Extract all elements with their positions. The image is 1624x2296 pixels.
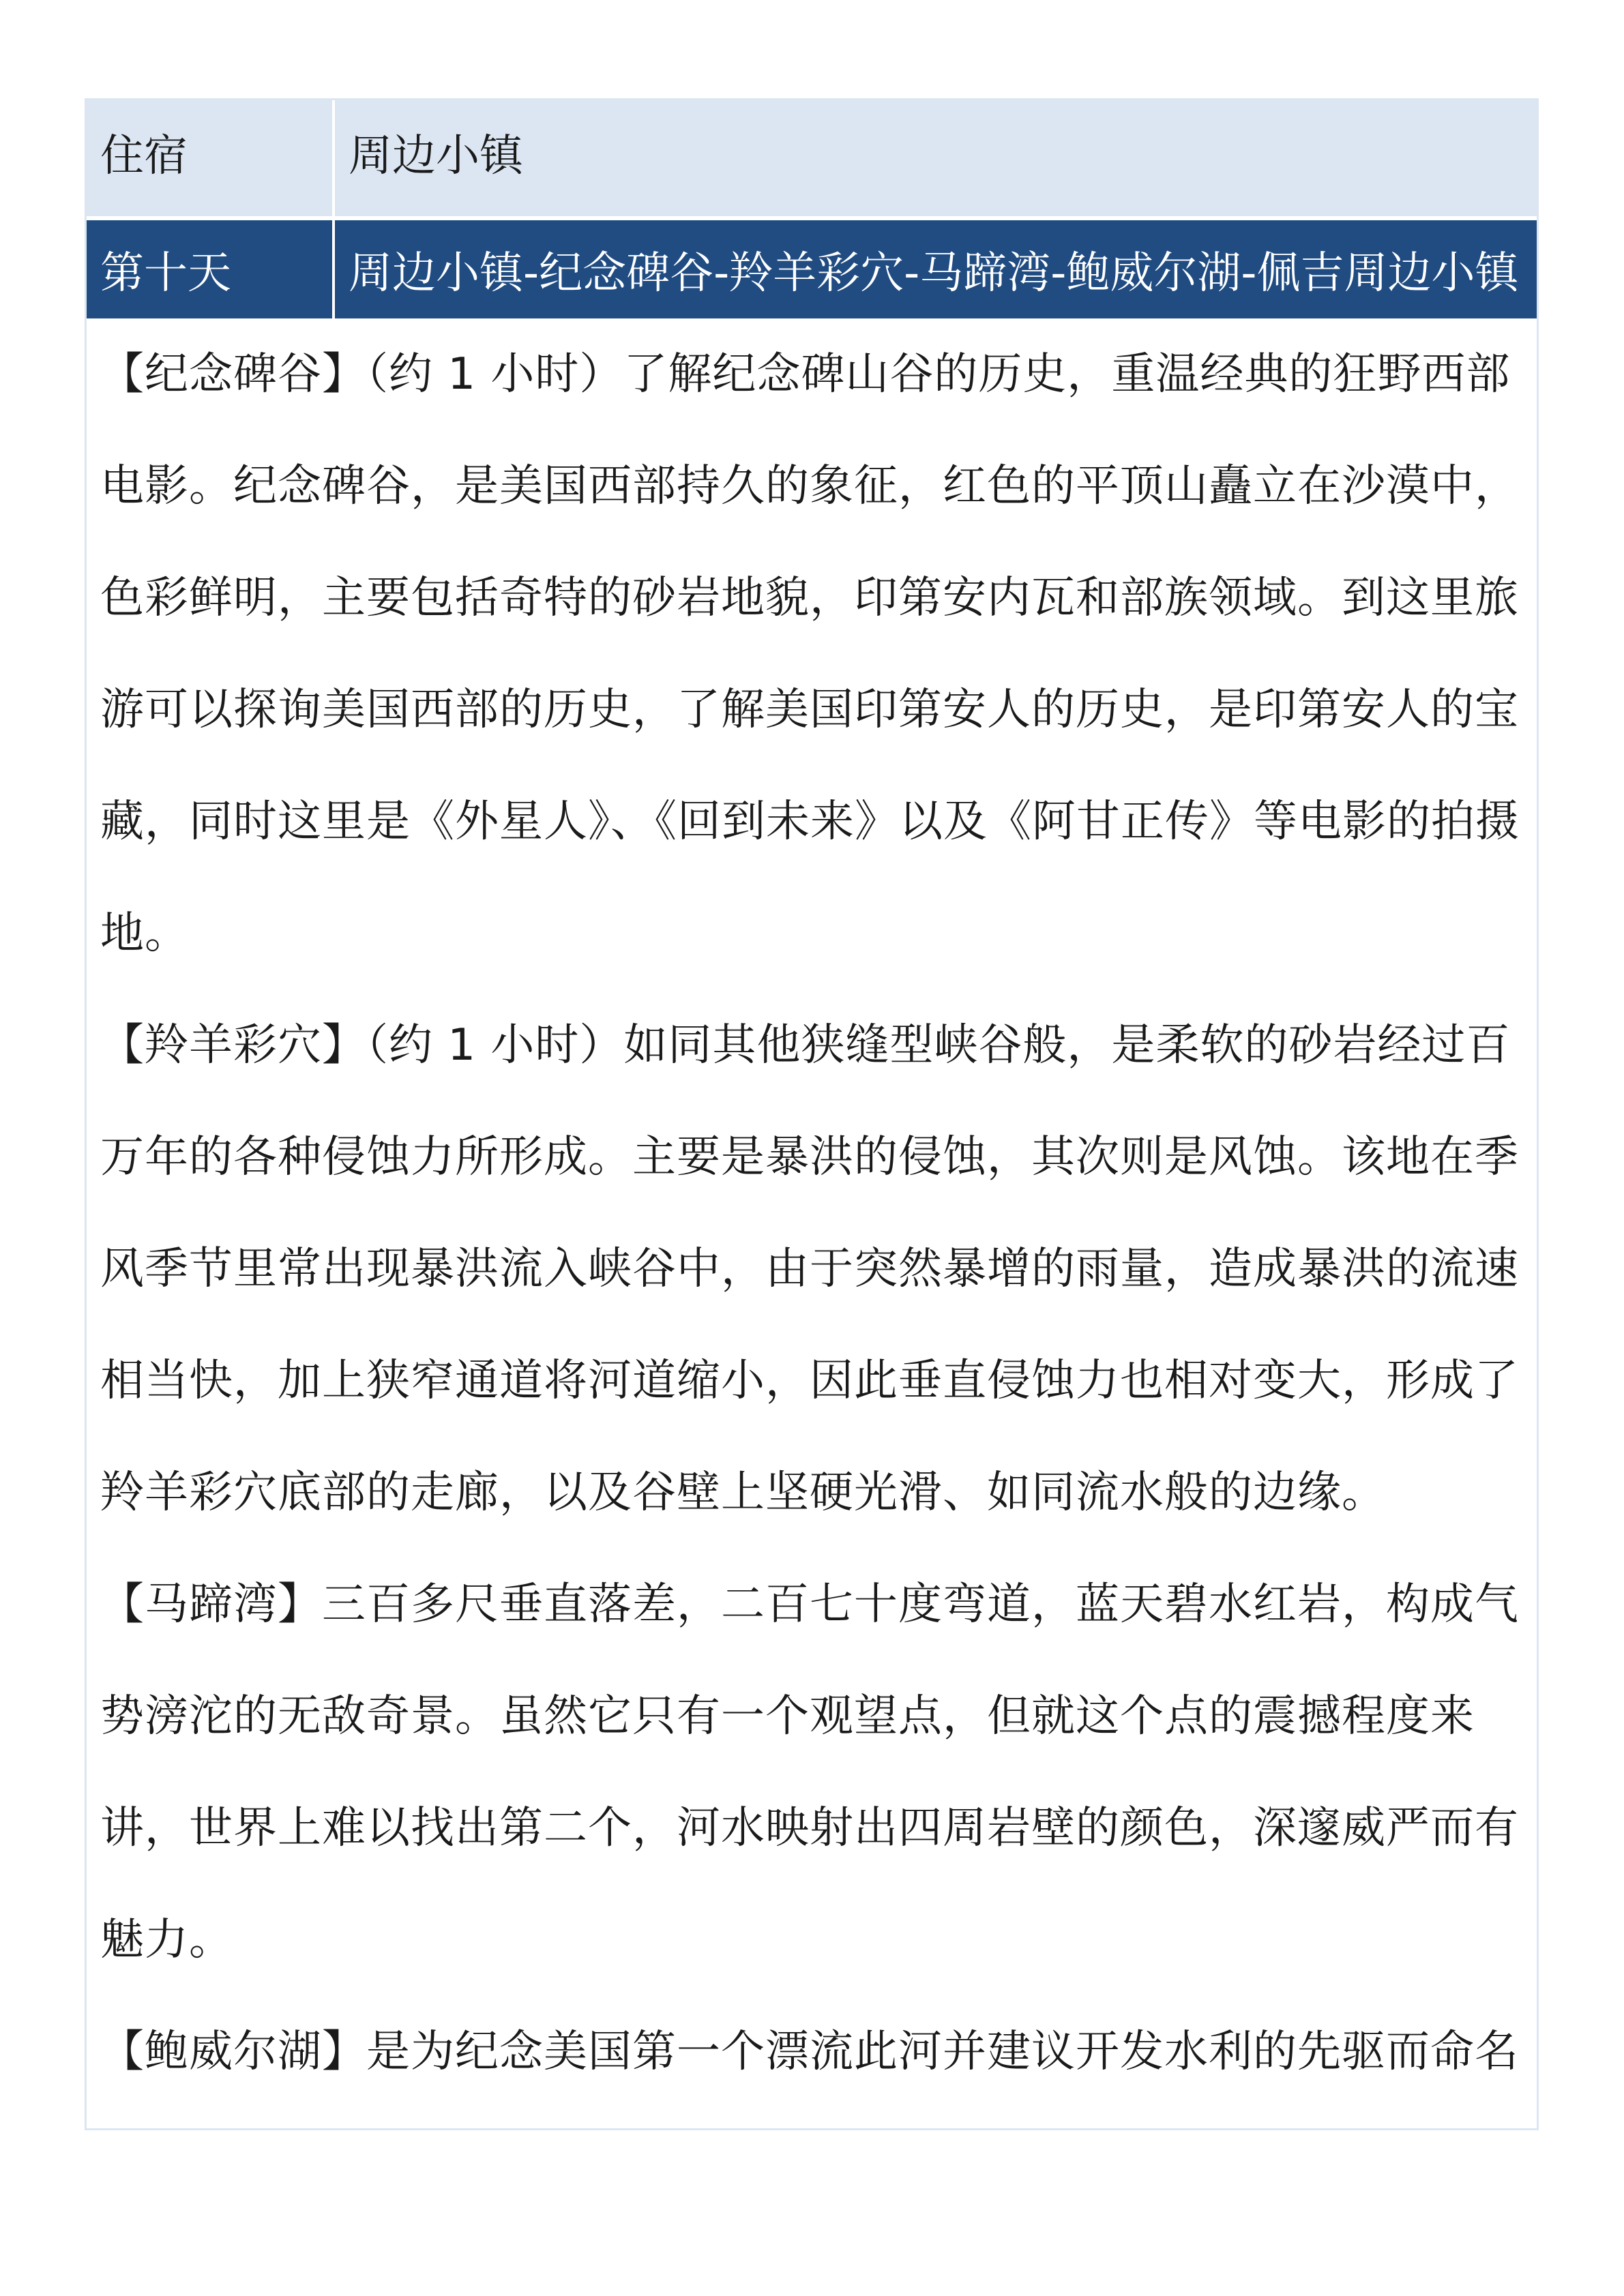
accommodation-label: 住宿 bbox=[100, 131, 188, 181]
day-label: 第十天 bbox=[100, 248, 231, 299]
day-description bbox=[100, 318, 1527, 2108]
day-header-row bbox=[87, 220, 1537, 318]
accommodation-value: 周边小镇 bbox=[332, 100, 1537, 216]
itinerary-table bbox=[85, 98, 1539, 2130]
paragraph-horseshoe-bend: 【马蹄湾】三百多尺垂直落差，二百七十度弯道，蓝天碧水红岩，构成气势滂沱的无敌奇景。虽然它只有一个观望点，但就这个点的震撼程度来讲，世界上难以找出第二个，河水映射出四周岩壁的颜色，深邃威严而有魅力。 bbox=[100, 1579, 1519, 1965]
paragraph-monument-valley: 【纪念碑谷】（约 1 小时）了解纪念碑山谷的历史，重温经典的狂野西部电影。纪念碑谷，是美国西部持久的象征，红色的平顶山矗立在沙漠中，色彩鲜明，主要包括奇特的砂岩地貌，印第安内瓦和部族领域。到这里旅游可以探询美国西部的历史，了解美国印第安人的历史，是印第安人的宝藏，同时这里是《外星人》、《回到未来》以及《阿甘正传》等电影的拍摄地。 bbox=[100, 349, 1520, 959]
day-route: 周边小镇-纪念碑谷-羚羊彩穴-马蹄湾-鲍威尔湖-佩吉周边小镇 bbox=[332, 220, 1537, 318]
paragraph-antelope-canyon: 【羚羊彩穴】（约 1 小时）如同其他狭缝型峡谷般，是柔软的砂岩经过百万年的各种侵蚀力所形成。主要是暴洪的侵蚀，其次则是风蚀。该地在季风季节里常出现暴洪流入峡谷中，由于突然暴增的雨量，造成暴洪的流速相当快，加上狭窄通道将河道缩小，因此垂直侵蚀力也相对变大，形成了羚羊彩穴底部的走廊，以及谷壁上坚硬光滑、如同流水般的边缘。 bbox=[100, 1020, 1519, 1518]
accommodation-row bbox=[87, 100, 1537, 216]
paragraph-lake-powell: 【鲍威尔湖】是为纪念美国第一个漂流此河并建议开发水利的先驱而命名 bbox=[100, 2027, 1519, 2077]
